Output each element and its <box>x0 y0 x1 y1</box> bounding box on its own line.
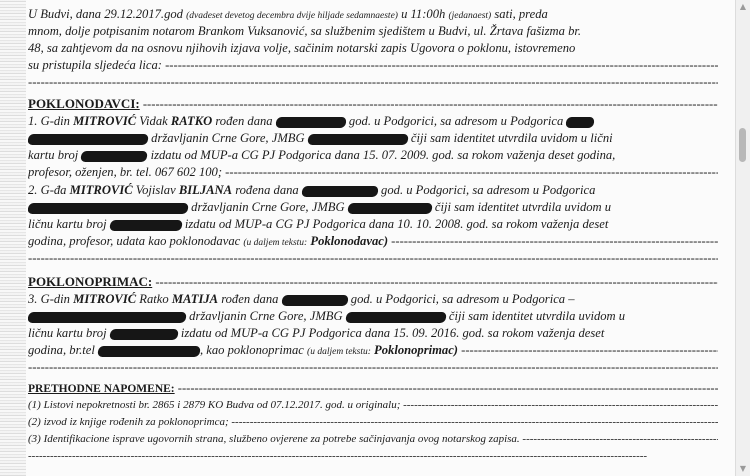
redaction-mark <box>275 117 347 128</box>
recipient-heading: POKLONOPRIMAC: ----- <box>28 273 718 290</box>
donor2-line-3: ličnu kartu broj izdatu od MUP-a CG PJ Podgorica dana 10. 10. 2008. god. sa rokom važenja deset <box>28 217 609 231</box>
dash-line <box>28 359 718 376</box>
intro-line-3: 48, sa zahtjevom da na osnovu njihovih izjava volje, sačinim notarski zapis Ugovora o poklonu, istovremeno <box>28 41 576 55</box>
note-3: (3) Identifikacione isprave ugovornih strana, službeno ovjerene za potrebe sačinjavanja ovog notarskog zapisa. ----- <box>28 431 718 448</box>
dash-line <box>28 448 718 465</box>
redaction-mark <box>307 134 409 145</box>
donor2-line-4: godina, profesor, udata kao poklonodavac (u daljem tekstu: Poklonodavac) ----- <box>28 233 718 250</box>
dash-line <box>28 250 718 267</box>
dash-line <box>28 74 718 91</box>
redaction-mark <box>28 312 187 323</box>
vertical-scrollbar[interactable] <box>735 0 750 476</box>
donor2-line-2: državljanin Crne Gore, JMBG čiji sam identitet utvrdila uvidom u <box>28 199 718 216</box>
recipient-line-1: 3. G-din MITROVIĆ Ratko MATIJA rođen dana god. u Podgorici, sa adresom u Podgorica – <box>28 292 575 306</box>
notes-heading: PRETHODNE NAPOMENE: ----- <box>28 380 718 397</box>
redaction-mark <box>281 295 349 306</box>
intro-line-2: mnom, dolje potpisanim notarom Brankom Vuksanović, sa službenim sjedištem u Budvi, ul. Žrtava fašizma br. <box>28 24 582 38</box>
scan-margin <box>0 0 26 476</box>
redaction-mark <box>28 203 189 214</box>
donor1-line-2: državljanin Crne Gore, JMBG čiji sam identitet utvrdila uvidom u lični <box>28 130 718 147</box>
scrollbar-thumb[interactable] <box>739 128 746 162</box>
redaction-mark <box>301 186 379 197</box>
scroll-down-arrow-icon[interactable]: ▼ <box>739 464 747 473</box>
recipient-line-4: godina, br.tel , kao poklonoprimac (u daljem tekstu: Poklonoprimac) ----- <box>28 342 718 359</box>
redaction-mark <box>109 220 183 231</box>
donor2-line-1: 2. G-đa MITROVIĆ Vojislav BILJANA rođena dana god. u Podgorici, sa adresom u Podgorica <box>28 183 596 197</box>
donor1-line-4: profesor, oženjen, br. tel. 067 602 100; ----- <box>28 164 718 181</box>
recipient-line-3: ličnu kartu broj izdatu od MUP-a CG PJ Podgorica dana 15. 09. 2016. god. sa rokom važenja deset <box>28 326 605 340</box>
note-2: (2) izvod iz knjige rođenih za poklonoprimca; ----- <box>28 414 718 431</box>
redaction-mark <box>81 151 149 162</box>
redaction-mark <box>109 329 179 340</box>
note-1: (1) Listovi nepokretnosti br. 2865 i 2879 KO Budva od 07.12.2017. god. u originalu; ----- <box>28 397 718 414</box>
redaction-mark <box>28 134 149 145</box>
redaction-mark <box>347 203 433 214</box>
donor1-line-3: kartu broj izdatu od MUP-a CG PJ Podgorica dana 15. 07. 2009. god. sa rokom važenja deset godina, <box>28 148 616 162</box>
donor1-line-1: 1. G-din MITROVIĆ Vidak RATKO rođen dana god. u Podgorici, sa adresom u Podgorica <box>28 113 718 130</box>
intro-line-4: su pristupila sljedeća lica: ----- <box>28 57 718 74</box>
intro-line-1: U Budvi, dana 29.12.2017.god (dvadeset devetog decembra dvije hiljade sedamnaeste) u 11:00h (jedanaest) sati, preda <box>28 7 548 21</box>
recipient-line-2: državljanin Crne Gore, JMBG čiji sam identitet utvrdila uvidom u <box>28 308 718 325</box>
redaction-mark <box>97 346 201 357</box>
redaction-mark <box>345 312 447 323</box>
scroll-up-arrow-icon[interactable]: ▲ <box>739 2 747 11</box>
redaction-mark <box>566 117 596 128</box>
donors-heading: POKLONODAVCI: ----- <box>28 95 718 112</box>
